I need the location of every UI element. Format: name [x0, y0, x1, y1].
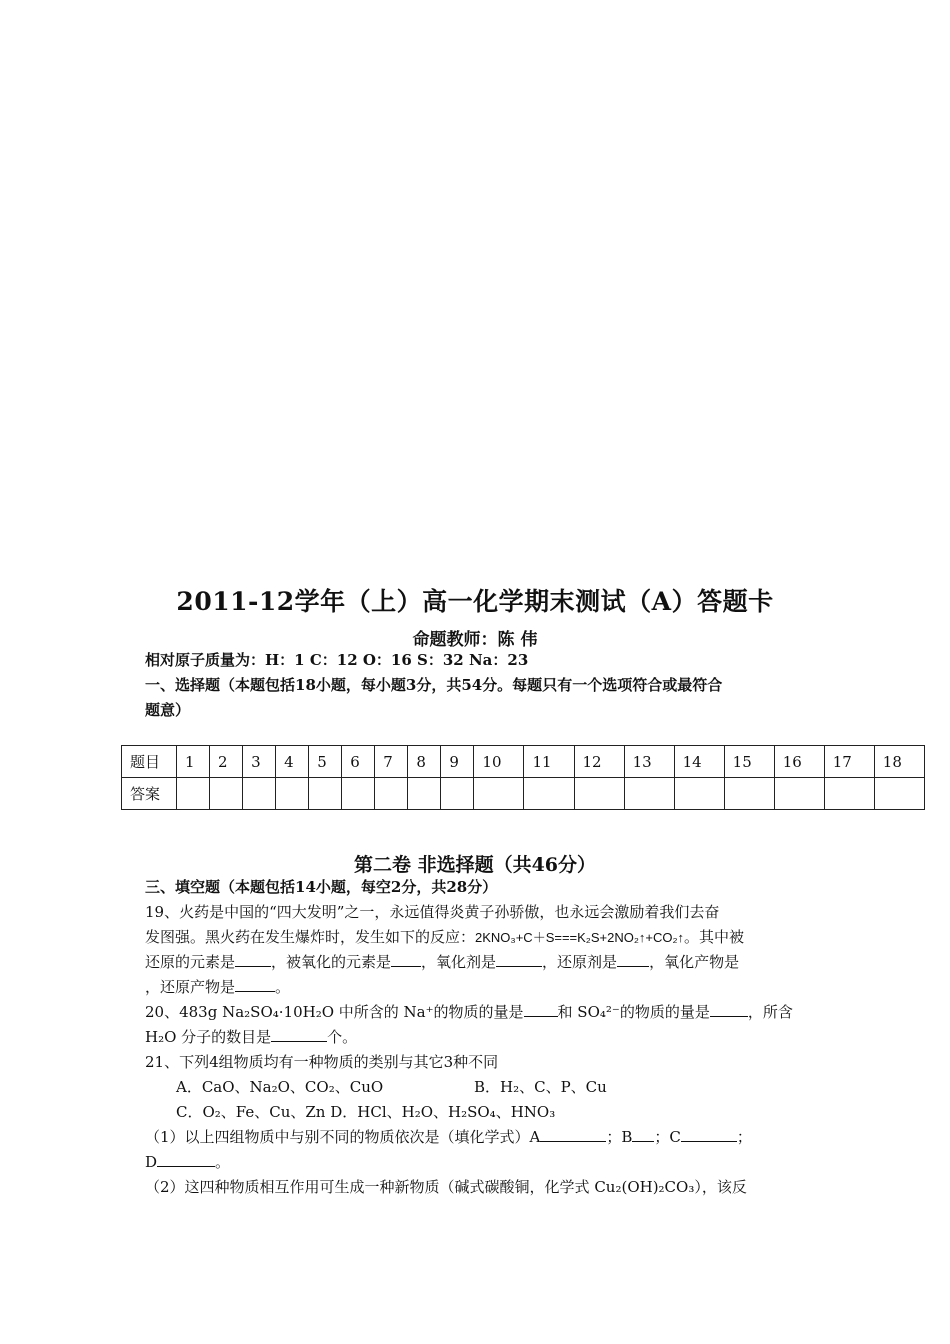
- answer-cell[interactable]: [441, 778, 474, 810]
- q21-text: D: [145, 1153, 158, 1171]
- q21-sub1: [145, 1125, 810, 1150]
- row-label-answers: 答案: [122, 778, 177, 810]
- section1-heading-cont: 题意）: [145, 701, 191, 719]
- answer-blank[interactable]: [157, 1152, 215, 1167]
- answer-cell[interactable]: [524, 778, 574, 810]
- q21-stem: 21、下列4组物质均有一种物质的类别与其它3种不同: [145, 1053, 499, 1071]
- q19-text: ，被氧化的元素是: [271, 953, 392, 971]
- q19-line3: [145, 950, 810, 975]
- q20-text: ，所含: [747, 1003, 793, 1021]
- answer-blank[interactable]: [235, 977, 275, 992]
- q20-text: 个。: [327, 1028, 358, 1046]
- answer-cell[interactable]: [474, 778, 524, 810]
- q19-line2: [145, 925, 810, 950]
- answer-cell[interactable]: [724, 778, 774, 810]
- question-number-cell: 14: [674, 746, 724, 778]
- q21-option-cd: C．O₂、Fe、Cu、Zn D．HCl、H₂O、H₂SO₄、HNO₃: [176, 1103, 556, 1121]
- q19-line1: 19、火药是中国的“四大发明”之一，永远值得炎黄子孙骄傲，也永远会激励着我们去奋: [145, 903, 720, 921]
- answer-blank[interactable]: [496, 952, 542, 967]
- question-number-cell: 13: [624, 746, 674, 778]
- answer-cell[interactable]: [309, 778, 342, 810]
- q19-equation: 2KNO₃+C＋S===K₂S+2NO₂↑+CO₂↑: [475, 930, 685, 945]
- answer-blank[interactable]: [540, 1127, 606, 1142]
- answer-blank[interactable]: [235, 952, 271, 967]
- q19-text: ，还原剂是: [542, 953, 618, 971]
- answer-blank[interactable]: [391, 952, 421, 967]
- teacher-line: 命题教师：陈 伟: [412, 630, 538, 650]
- question-number-cell: 18: [874, 746, 924, 778]
- question-number-cell: 3: [243, 746, 276, 778]
- question-number-cell: 1: [177, 746, 210, 778]
- answer-cell[interactable]: [342, 778, 375, 810]
- answer-blank[interactable]: [681, 1127, 737, 1142]
- answer-cell[interactable]: [276, 778, 309, 810]
- question-number-cell: 7: [375, 746, 408, 778]
- section2-title: 第二卷 非选择题（共46分）: [353, 854, 597, 876]
- section1-heading: 一、选择题（本题包括18小题，每小题3分，共54分。每题只有一个选项符合或最符合: [145, 676, 723, 694]
- answer-cell[interactable]: [624, 778, 674, 810]
- question-number-cell: 8: [408, 746, 441, 778]
- q21-text: （1）以上四组物质中与别不同的物质依次是（填化学式）A: [145, 1128, 541, 1146]
- section3-heading: 三、填空题（本题包括14小题，每空2分，共28分）: [145, 878, 498, 896]
- q20-line1: [145, 1000, 810, 1025]
- answer-blank[interactable]: [271, 1027, 327, 1042]
- q21-text: ；C: [654, 1128, 681, 1146]
- answer-cell[interactable]: [674, 778, 724, 810]
- question-number-cell: 16: [774, 746, 824, 778]
- q19-text: 。其中被: [684, 928, 745, 946]
- answer-blank[interactable]: [524, 1002, 558, 1017]
- answer-table: [121, 745, 925, 810]
- answer-cell[interactable]: [574, 778, 624, 810]
- question-number-cell: 15: [724, 746, 774, 778]
- question-number-cell: 5: [309, 746, 342, 778]
- answer-cell[interactable]: [874, 778, 924, 810]
- table-row-answers: [122, 778, 925, 810]
- question-number-cell: 11: [524, 746, 574, 778]
- question-number-cell: 6: [342, 746, 375, 778]
- question-number-cell: 9: [441, 746, 474, 778]
- q19-text: 发图强。黑火药在发生爆炸时，发生如下的反应：: [145, 928, 476, 946]
- q21-sub2: （2）这四种物质相互作用可生成一种新物质（碱式碳酸铜，化学式 Cu₂(OH)₂CO₃），该反: [145, 1178, 747, 1196]
- q20-text: 和 SO₄²⁻的物质的量是: [557, 1003, 710, 1021]
- row-label-questions: 题目: [122, 746, 177, 778]
- question-number-cell: 12: [574, 746, 624, 778]
- answer-cell[interactable]: [408, 778, 441, 810]
- q21-text: ；: [736, 1128, 752, 1146]
- atomic-masses: 相对原子质量为：H：1 C：12 O：16 S：32 Na：23: [145, 651, 529, 669]
- q20-text: H₂O 分子的数目是: [145, 1028, 272, 1046]
- table-row-numbers: [122, 746, 925, 778]
- answer-blank[interactable]: [617, 952, 649, 967]
- q21-sub1-cont: [145, 1150, 810, 1175]
- q19-text: ，氧化剂是: [421, 953, 497, 971]
- answer-blank[interactable]: [632, 1127, 654, 1142]
- answer-cell[interactable]: [243, 778, 276, 810]
- question-number-cell: 4: [276, 746, 309, 778]
- answer-cell[interactable]: [177, 778, 210, 810]
- q21-option-a: A．CaO、Na₂O、CO₂、CuO: [176, 1078, 384, 1096]
- answer-blank[interactable]: [710, 1002, 748, 1017]
- answer-cell[interactable]: [210, 778, 243, 810]
- q21-text: 。: [215, 1153, 231, 1171]
- q20-line2: [145, 1025, 810, 1050]
- q21-text: ；B: [606, 1128, 633, 1146]
- q19-text: 。: [275, 978, 291, 996]
- question-number-cell: 2: [210, 746, 243, 778]
- q19-line4: [145, 975, 810, 1000]
- question-number-cell: 17: [824, 746, 874, 778]
- q19-text: ，氧化产物是: [649, 953, 740, 971]
- q19-text: ，还原产物是: [145, 978, 236, 996]
- q21-option-b: B．H₂、C、P、Cu: [474, 1078, 607, 1096]
- answer-cell[interactable]: [824, 778, 874, 810]
- q20-text: 20、483g Na₂SO₄·10H₂O 中所含的 Na⁺的物质的量是: [145, 1003, 524, 1021]
- answer-cell[interactable]: [375, 778, 408, 810]
- answer-cell[interactable]: [774, 778, 824, 810]
- question-number-cell: 10: [474, 746, 524, 778]
- q19-text: 还原的元素是: [145, 953, 236, 971]
- page-title: 2011-12学年（上）高一化学期末测试（A）答题卡: [176, 587, 774, 616]
